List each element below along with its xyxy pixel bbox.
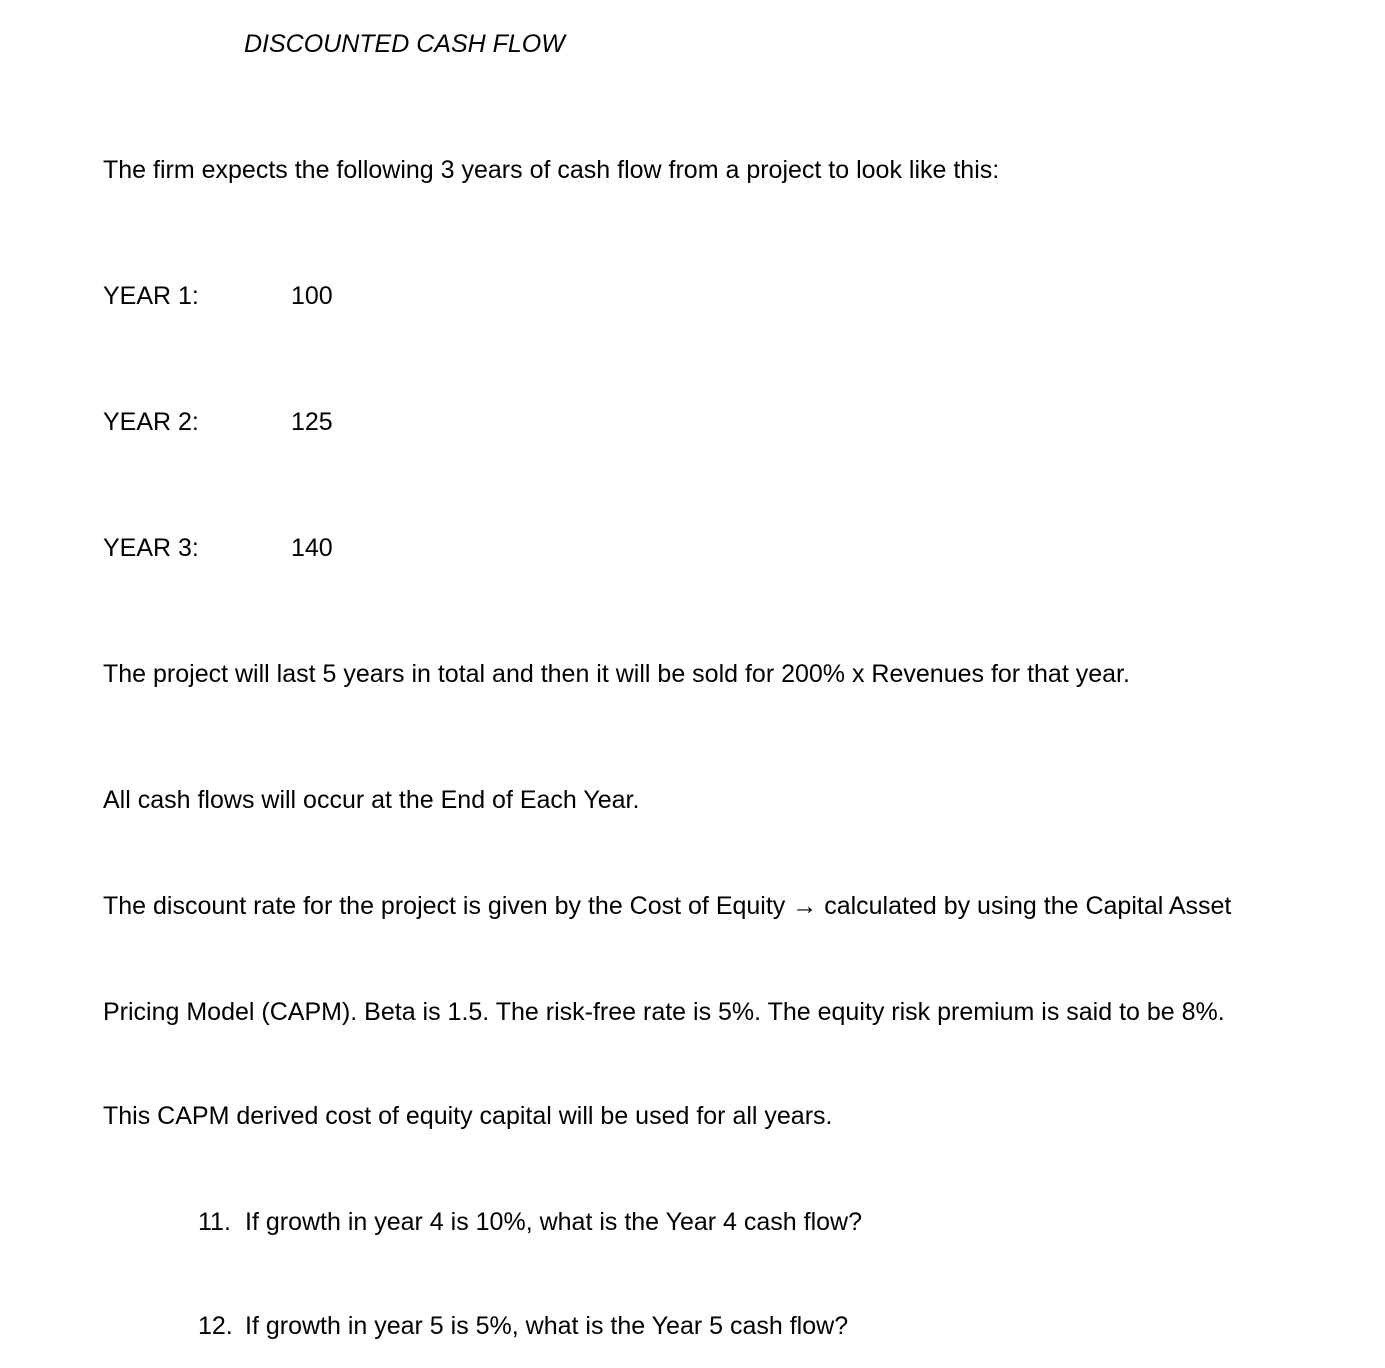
year-2-value: 125 [291, 408, 333, 436]
document-title: DISCOUNTED CASH FLOW [244, 30, 565, 58]
year-1-label: YEAR 1: [103, 282, 199, 310]
project-life-paragraph: The project will last 5 years in total and then it will be sold for 200% x Revenues for that year. [103, 660, 1130, 688]
question-11-number: 11. [198, 1208, 231, 1236]
capm-usage-paragraph: This CAPM derived cost of equity capital will be used for all years. [103, 1102, 833, 1130]
cash-flow-timing-paragraph: All cash flows will occur at the End of Each Year. [103, 786, 640, 814]
discount-rate-line-1: The discount rate for the project is given by the Cost of Equity → calculated by using the Capital Asset [103, 892, 1232, 920]
discount-rate-line-2: Pricing Model (CAPM). Beta is 1.5. The risk-free rate is 5%. The equity risk premium is said to be 8%. [103, 998, 1225, 1026]
intro-text: The firm expects the following 3 years of cash flow from a project to look like this: [103, 156, 1000, 184]
year-1-value: 100 [291, 282, 333, 310]
year-3-label: YEAR 3: [103, 534, 199, 562]
year-2-label: YEAR 2: [103, 408, 199, 436]
question-12-text: If growth in year 5 is 5%, what is the Year 5 cash flow? [245, 1312, 849, 1340]
question-11-text: If growth in year 4 is 10%, what is the Year 4 cash flow? [245, 1208, 863, 1236]
question-12-number: 12. [198, 1312, 233, 1340]
year-3-value: 140 [291, 534, 333, 562]
